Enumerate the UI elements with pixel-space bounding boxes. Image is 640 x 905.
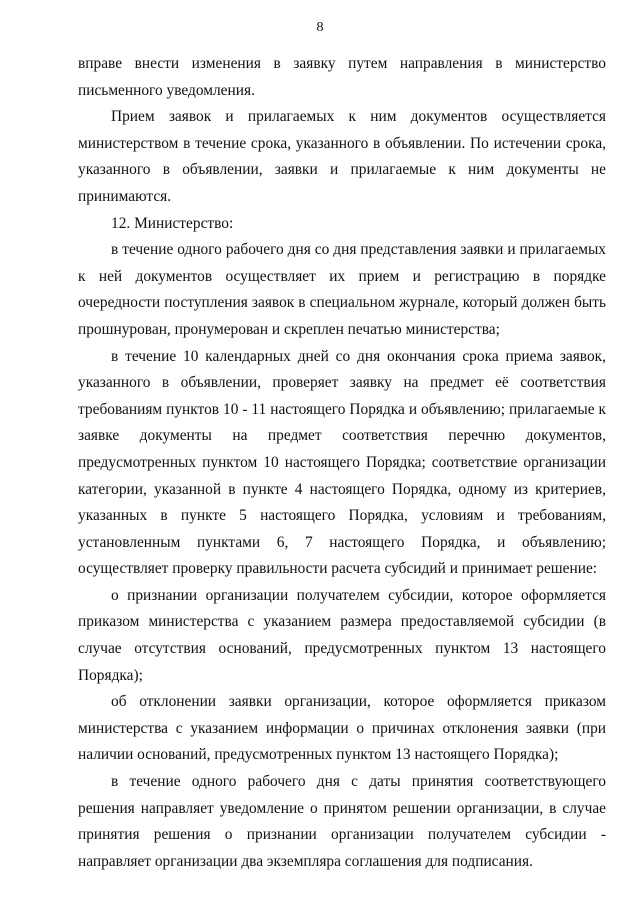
paragraph-notification: в течение одного рабочего дня с даты принятия соответствующего решения направляет уведомление о принятом решении организации, в случае принятия решения о признании организации получателем субсидии - направляет организации два экземпляра соглашения для подписания.: [78, 773, 606, 870]
paragraph-verification: в течение 10 календарных дней со дня окончания срока приема заявок, указанного в объявлении, проверяет заявку на предмет её соответствия требованиям пунктов 10 - 11 настоящего Порядка и объявлению; прилагаемые к заявке документы на предмет соответствия перечню документов, предусмотренных пунктом 10 настоящего Порядка; соответствие организации категории, указанной в пункте 4 настоящего Порядка, одному из критериев, указанных в пункте 5 настоящего Порядка, условиям и требованиям, установленным пунктами 6, 7 настоящего Порядка, и объявлению; осуществляет проверку правильности расчета субсидий и принимает решение:: [78, 347, 606, 578]
page-number: 8: [316, 20, 324, 35]
paragraph-section-heading: 12. Министерство:: [111, 214, 234, 232]
paragraph-rejection-decision: об отклонении заявки организации, которое оформляется приказом министерства с указанием информации о причинах отклонения заявки (при наличии оснований, предусмотренных пунктом 13 настоящего Порядка);: [78, 693, 606, 764]
paragraph-continuation: вправе внести изменения в заявку путем направления в министерство письменного уведомления.: [78, 55, 606, 99]
paragraph-approval-decision: о признании организации получателем субсидии, которое оформляется приказом министерства с указанием размера предоставляемой субсидии (в случае отсутствия оснований, предусмотренных пунктом 13 настоящего Порядка);: [78, 586, 606, 684]
document-body: [78, 51, 606, 875]
paragraph-registration: в течение одного рабочего дня со дня представления заявки и прилагаемых к ней документов осуществляет их прием и регистрацию в порядке очередности поступления заявок в специальном журнале, который должен быть прошнурован, пронумерован и скреплен печатью министерства;: [78, 241, 606, 338]
paragraph-receipt-of-applications: Прием заявок и прилагаемых к ним документов осуществляется министерством в течение срока, указанного в объявлении. По истечении срока, указанного в объявлении, заявки и прилагаемые к ним документы не принимаются.: [78, 108, 606, 205]
